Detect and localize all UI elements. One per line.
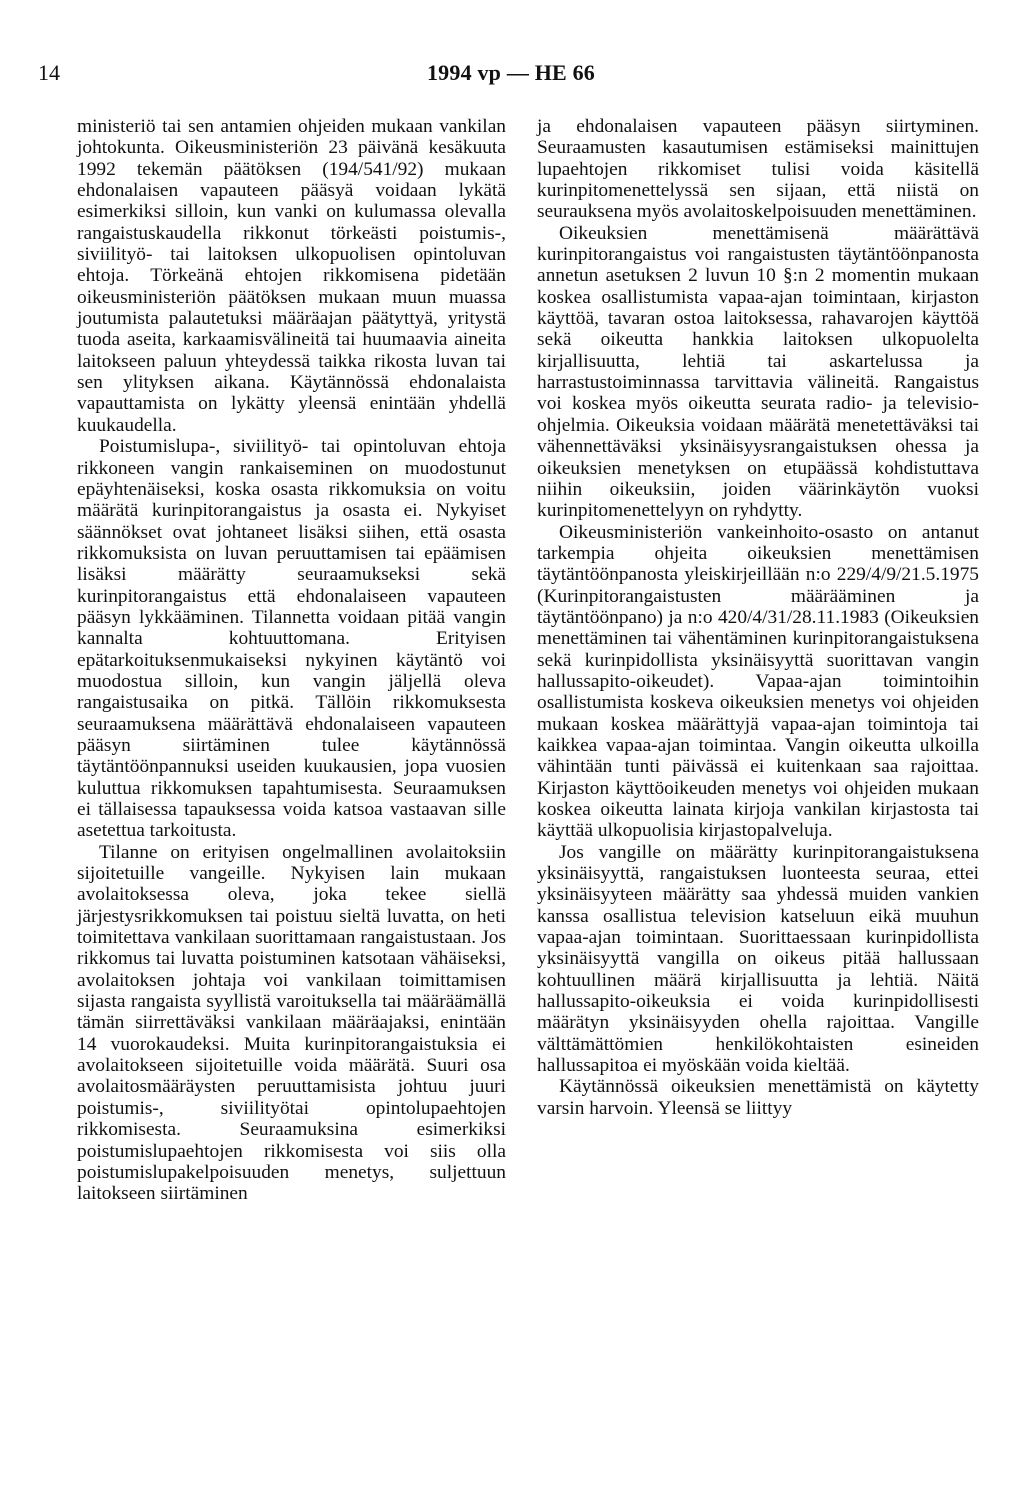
paragraph: ministeriö tai sen antamien ohjeiden mukaan vankilan johtokunta. Oikeusministeriön 23 päivänä kesäkuuta 1992 tekemän päätöksen (194/541/92) mukaan ehdonalaisen vapauteen pääsyä voidaan lykätä esimerkiksi silloin, kun vanki on kulumassa olevalla rangaistuskaudella rikkonut törkeästi poistumis-, siviilityö- tai laitoksen ulkopuolisen opintoluvan ehtoja. Törkeänä ehtojen rikkomisena pidetään oikeusministeriön päätöksen mukaan muun muassa joutumista palautetuksi määräajan päätyttyä, yritystä tuoda aseita, karkaamisvälineitä tai huumaavia aineita laitokseen paluun yhteydessä taikka rikosta luvan tai sen ylityksen aikana. Käytännössä ehdonalaista vapauttamista on lykätty yleensä enintään yhdellä kuukaudella.	[77, 116, 506, 436]
paragraph: ja ehdonalaisen vapauteen pääsyn siirtyminen. Seuraamusten kasautumisen estämiseksi mainittujen lupaehtojen rikkomiset tulisi voida käsitellä kurinpitomenettelyssä sen sijaan, että niistä on seurauksena myös avolaitoskelpoisuuden menettäminen.	[537, 116, 979, 223]
paragraph: Käytännössä oikeuksien menettämistä on käytetty varsin harvoin. Yleensä se liittyy	[537, 1076, 979, 1119]
paragraph: Poistumislupa-, siviilityö- tai opintoluvan ehtoja rikkoneen vangin rankaiseminen on muodostunut epäyhtenäiseksi, koska osasta rikkomuksia on voitu määrätä kurinpitorangaistus ja osasta ei. Nykyiset säännökset ovat johtaneet lisäksi siihen, että osasta rikkomuksista on luvan peruuttamisen tai epäämisen lisäksi määrätty seuraamukseksi sekä kurinpitorangaistus että ehdonalaiseen vapauteen pääsyn lykkääminen. Tilannetta voidaan pitää vangin kannalta kohtuuttomana. Erityisen epätarkoituksenmukaiseksi nykyinen käytäntö voi muodostua silloin, kun vangin jäljellä oleva rangaistusaika on pitkä. Tällöin rikkomuksesta seuraamuksena määrättävä ehdonalaiseen vapauteen pääsyn siirtäminen tulee käytännössä täytäntöönpannuksi useiden kuukausien, jopa vuosien kuluttua rikkomuksen tapahtumisesta. Seuraamuksen ei tällaisessa tapauksessa voida katsoa vastaavan sille asetettua tarkoitusta.	[77, 436, 506, 842]
page-number: 14	[38, 60, 60, 85]
paragraph: Oikeusministeriön vankeinhoito-osasto on antanut tarkempia ohjeita oikeuksien menettämisen täytäntöönpanosta yleiskirjeillään n:o 229/4/9/21.5.1975 (Kurinpitorangaistusten määrääminen ja täytäntöönpano) ja n:o 420/4/31/28.11.1983 (Oikeuksien menettäminen tai vähentäminen kurinpitorangaistuksena sekä kurinpidollista yksinäisyyttä suorittavan vangin hallussapito-oikeudet). Vapaa-ajan toimintoihin osallistumista koskeva oikeuksien menetys voi ohjeiden mukaan koskea määrättyjä vapaa-ajan toimintoja tai kaikkea vapaa-ajan toimintaa. Vangin oikeutta ulkoilla vähintään tunti päivässä ei kuitenkaan saa rajoittaa. Kirjaston käyttöoikeuden menetys voi ohjeiden mukaan koskea oikeutta lainata kirjoja vankilan kirjastosta tai käyttää ulkopuolisia kirjastopalveluja.	[537, 521, 979, 842]
paragraph: Tilanne on erityisen ongelmallinen avolaitoksiin sijoitetuille vangeille. Nykyisen lain mukaan avolaitoksessa oleva, joka tekee siellä järjestysrikkomuksen tai poistuu sieltä luvatta, on heti toimitettava vankilaan suorittamaan rangaistustaan. Jos rikkomus tai luvatta poistuminen katsotaan vähäiseksi, avolaitoksen johtaja voi vankilaan toimittamisen sijasta rangaista syyllistä varoituksella tai määräämällä tämän siirrettäväksi vankilaan määräajaksi, enintään 14 vuorokaudeksi. Muita kurinpitorangaistuksia ei avolaitokseen sijoitetuille voida määrätä. Suuri osa avolaitosmääräysten peruuttamisista johtuu juuri poistumis-, siviilityötai opintolupaehtojen rikkomisesta. Seuraamuksina esimerkiksi poistumislupaehtojen rikkomisesta voi siis olla poistumislupakelpoisuuden menetys, suljettuun laitokseen siirtäminen	[77, 841, 506, 1205]
paragraph: Oikeuksien menettämisenä määrättävä kurinpitorangaistus voi rangaistusten täytäntöönpanosta annetun asetuksen 2 luvun 10 §:n 2 momentin mukaan koskea osallistumista vapaa-ajan toimintaan, kirjaston käyttöä, tavaran ostoa laitoksessa, rahavarojen käyttöä sekä oikeutta hankkia laitoksen ulkopuolelta kirjallisuutta, lehtiä tai askartelussa ja harrastustoiminnassa tarvittavia välineitä. Rangaistus voi koskea myös oikeutta seurata radio- ja televisio-ohjelmia. Oikeuksia voidaan määrätä menetettäväksi tai vähennettäväksi yksinäisyysrangaistuksen ohessa ja oikeuksien menetyksen on etupäässä kohdistuttava niihin oikeuksiin, joiden väärinkäytön vuoksi kurinpitomenettelyyn on ryhdytty.	[537, 222, 979, 522]
left-column	[77, 116, 506, 1205]
page-header	[38, 58, 984, 88]
paragraph: Jos vangille on määrätty kurinpitorangaistuksena yksinäisyyttä, rangaistuksen luonteesta seuraa, ettei yksinäisyyteen määrätty saa yhdessä muiden vankien kanssa osallistua television katseluun eikä muuhun vapaa-ajan toimintaan. Suorittaessaan kurinpidollista yksinäisyyttä vangilla on oikeus pitää hallussaan kohtuullinen määrä kirjallisuutta ja lehtiä. Näitä hallussapito-oikeuksia ei voida kurinpidollisesti määrätyn yksinäisyyden ohella rajoittaa. Vangille välttämättömien henkilökohtaisten esineiden hallussapitoa ei myöskään voida kieltää.	[537, 841, 979, 1077]
right-column	[537, 116, 979, 1119]
running-head: 1994 vp — HE 66	[426, 60, 596, 85]
